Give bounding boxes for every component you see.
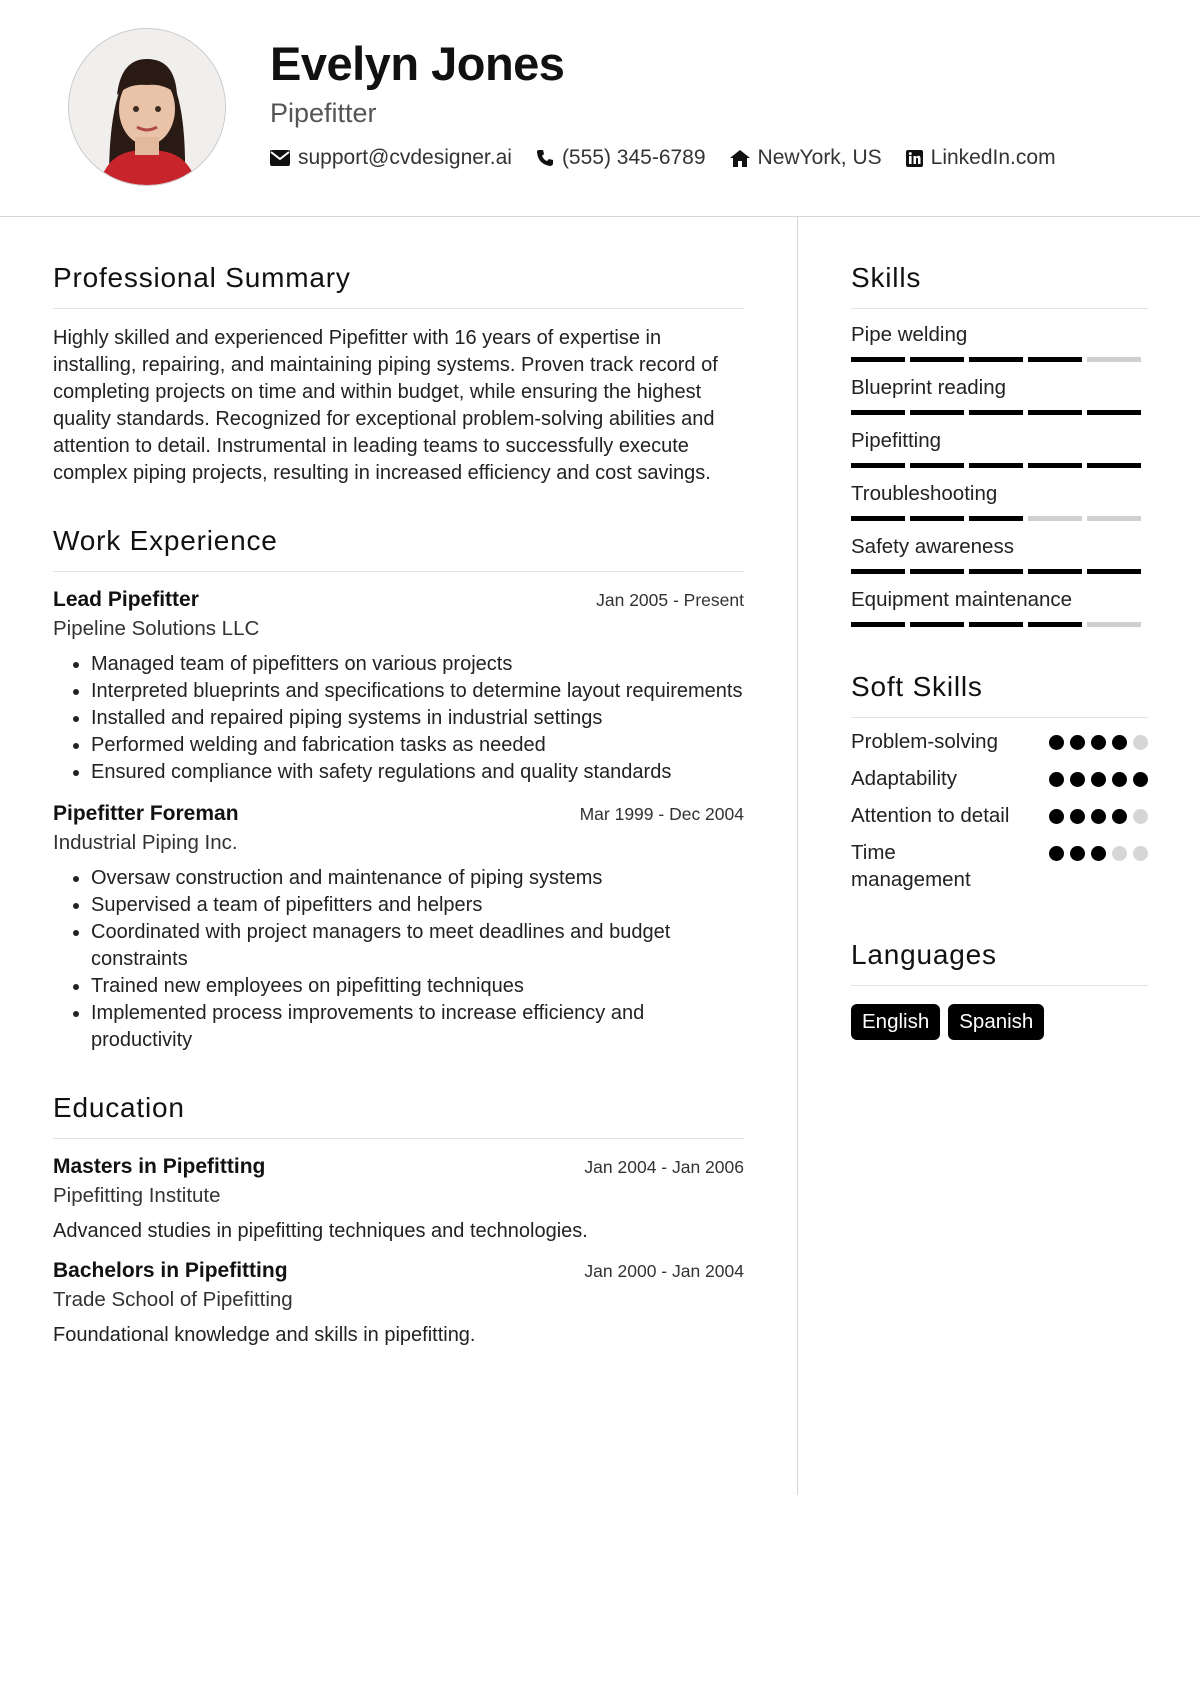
rating-dot (1133, 846, 1148, 861)
job-role: Lead Pipefitter (53, 588, 199, 611)
skill-item (851, 535, 1148, 574)
education-school: Trade School of Pipefitting (53, 1288, 293, 1311)
languages-list (851, 1004, 1148, 1040)
contact-email-text: support@cvdesigner.ai (298, 146, 512, 169)
language-badge: Spanish (948, 1004, 1044, 1040)
education-description: Advanced studies in pipefitting techniques and technologies. (53, 1220, 588, 1242)
contact-location-text: NewYork, US (757, 146, 882, 169)
resume-header (0, 0, 1200, 217)
profile-photo (68, 28, 226, 186)
contact-location (730, 146, 882, 170)
skill-level-bar (851, 357, 1148, 362)
skill-level-bar (851, 463, 1148, 468)
job-bullet: • Trained new employees on pipefitting techniques (91, 973, 744, 1000)
rating-dot (1070, 809, 1085, 824)
job-bullet: • Ensured compliance with safety regulations and quality standards (91, 759, 744, 786)
skill-level-segment (851, 463, 905, 468)
contact-phone-text: (555) 345-6789 (561, 146, 706, 169)
skill-level-segment (1087, 410, 1141, 415)
rating-dot (1049, 846, 1064, 861)
job-entry (53, 588, 744, 786)
linkedin-icon (906, 150, 923, 167)
education-description: Foundational knowledge and skills in pipefitting. (53, 1324, 476, 1346)
skill-level-segment (1028, 516, 1082, 521)
skill-level-segment (969, 516, 1023, 521)
skill-item (851, 588, 1148, 627)
skills-section (851, 262, 1148, 627)
education-section (53, 1092, 744, 1347)
job-bullet: • Oversaw construction and maintenance of piping systems (91, 865, 744, 892)
skill-level-segment (851, 569, 905, 574)
languages-section (851, 939, 1148, 1040)
rating-dot (1112, 809, 1127, 824)
education-degree: Bachelors in Pipefitting (53, 1259, 288, 1282)
skill-name: Pipe welding (851, 323, 968, 346)
skill-level-segment (969, 569, 1023, 574)
skill-level-segment (1087, 622, 1141, 627)
experience-heading: Work Experience (53, 525, 744, 572)
soft-skill-rating (1043, 735, 1148, 750)
education-degree: Masters in Pipefitting (53, 1155, 266, 1178)
job-bullet: • Interpreted blueprints and specifications to determine layout requirements (91, 678, 744, 705)
rating-dot (1133, 809, 1148, 824)
rating-dot (1070, 735, 1085, 750)
summary-section (53, 262, 744, 487)
job-bullets (53, 651, 744, 786)
candidate-name: Evelyn Jones (270, 37, 565, 90)
skill-level-segment (969, 622, 1023, 627)
skill-level-segment (910, 463, 964, 468)
rating-dot (1112, 735, 1127, 750)
job-entry (53, 802, 744, 1054)
summary-text: Highly skilled and experienced Pipefitter with 16 years of expertise in installing, repairing, and maintaining piping systems. Proven track record of completing projects on time and within budget, while ensuring the highest quality standards. Recognized for exceptional problem-solving abilities and attention to detail. Instrumental in leading teams to successfully execute complex piping projects, resulting in increased efficiency and cost savings. (53, 327, 718, 484)
skill-name: Blueprint reading (851, 376, 1006, 399)
soft-skill-rating (1043, 846, 1148, 861)
skill-level-segment (1028, 463, 1082, 468)
contact-email[interactable] (270, 146, 512, 170)
envelope-icon (270, 150, 290, 166)
skill-level-segment (910, 357, 964, 362)
education-dates: Jan 2004 - Jan 2006 (584, 1157, 744, 1177)
skills-heading: Skills (851, 262, 1148, 309)
rating-dot (1091, 772, 1106, 787)
skill-level-segment (851, 622, 905, 627)
education-entry (53, 1259, 744, 1347)
job-dates: Mar 1999 - Dec 2004 (579, 804, 744, 824)
job-bullet: • Managed team of pipefitters on various projects (91, 651, 744, 678)
skill-level-segment (1087, 516, 1141, 521)
language-badge: English (851, 1004, 940, 1040)
profile-photo-illustration (69, 29, 225, 185)
languages-heading: Languages (851, 939, 1148, 986)
rating-dot (1070, 772, 1085, 787)
job-bullet: • Installed and repaired piping systems in industrial settings (91, 705, 744, 732)
skill-level-segment (1087, 569, 1141, 574)
soft-skills-section (851, 671, 1148, 893)
skill-name: Safety awareness (851, 535, 1014, 558)
skill-level-segment (1087, 463, 1141, 468)
rating-dot (1091, 735, 1106, 750)
rating-dot (1133, 735, 1148, 750)
rating-dot (1112, 772, 1127, 787)
soft-skill-item (851, 839, 1148, 893)
skill-level-segment (1028, 410, 1082, 415)
skill-name: Pipefitting (851, 429, 942, 452)
skill-item (851, 323, 1148, 362)
contact-linkedin[interactable] (906, 146, 1056, 170)
job-dates: Jan 2005 - Present (596, 590, 744, 610)
job-bullets (53, 865, 744, 1054)
candidate-title: Pipefitter (270, 98, 377, 128)
rating-dot (1049, 809, 1064, 824)
main-column (53, 262, 744, 1347)
skill-level-segment (1028, 622, 1082, 627)
contact-list (270, 146, 1080, 170)
skill-level-bar (851, 622, 1148, 627)
skill-level-segment (1028, 357, 1082, 362)
job-bullet: • Coordinated with project managers to meet deadlines and budget constraints (91, 919, 744, 973)
soft-skill-item (851, 765, 1148, 792)
job-bullet: • Performed welding and fabrication tasks as needed (91, 732, 744, 759)
skill-level-segment (851, 516, 905, 521)
job-role: Pipefitter Foreman (53, 802, 239, 825)
skill-level-segment (969, 410, 1023, 415)
soft-skill-rating (1043, 772, 1148, 787)
skill-item (851, 376, 1148, 415)
soft-skill-name: Adaptability (851, 767, 957, 790)
skill-level-segment (969, 463, 1023, 468)
education-school: Pipefitting Institute (53, 1184, 221, 1207)
rating-dot (1049, 772, 1064, 787)
job-company: Industrial Piping Inc. (53, 831, 238, 854)
rating-dot (1133, 772, 1148, 787)
skill-level-segment (910, 516, 964, 521)
skill-level-segment (969, 357, 1023, 362)
skill-level-bar (851, 516, 1148, 521)
skill-level-segment (910, 410, 964, 415)
soft-skill-item (851, 802, 1148, 829)
education-heading: Education (53, 1092, 744, 1139)
skill-level-segment (910, 569, 964, 574)
job-bullet: • Supervised a team of pipefitters and helpers (91, 892, 744, 919)
skill-item (851, 482, 1148, 521)
side-column (851, 262, 1148, 1040)
soft-skill-rating (1043, 809, 1148, 824)
skills-list (851, 323, 1148, 627)
soft-skills-heading: Soft Skills (851, 671, 1148, 718)
skill-level-bar (851, 410, 1148, 415)
rating-dot (1070, 846, 1085, 861)
skill-level-bar (851, 569, 1148, 574)
skill-level-segment (1028, 569, 1082, 574)
education-entry (53, 1155, 744, 1243)
soft-skill-name: Time management (851, 841, 971, 891)
soft-skills-list (851, 728, 1148, 893)
contact-phone[interactable] (536, 146, 706, 170)
rating-dot (1091, 809, 1106, 824)
soft-skill-name: Attention to detail (851, 804, 1010, 827)
skill-level-segment (910, 622, 964, 627)
skill-level-segment (851, 410, 905, 415)
experience-section (53, 525, 744, 1054)
phone-icon (536, 149, 554, 167)
job-bullet: • Implemented process improvements to increase efficiency and productivity (91, 1000, 744, 1054)
summary-heading: Professional Summary (53, 262, 744, 309)
job-company: Pipeline Solutions LLC (53, 617, 260, 640)
rating-dot (1049, 735, 1064, 750)
rating-dot (1112, 846, 1127, 861)
soft-skill-item (851, 728, 1148, 755)
contact-linkedin-text: LinkedIn.com (930, 146, 1056, 169)
skill-item (851, 429, 1148, 468)
skill-name: Equipment maintenance (851, 588, 1073, 611)
skill-name: Troubleshooting (851, 482, 998, 505)
home-icon (730, 150, 750, 167)
skill-level-segment (851, 357, 905, 362)
education-dates: Jan 2000 - Jan 2004 (584, 1261, 744, 1281)
soft-skill-name: Problem-solving (851, 730, 998, 753)
column-divider (797, 217, 798, 1495)
skill-level-segment (1087, 357, 1141, 362)
rating-dot (1091, 846, 1106, 861)
